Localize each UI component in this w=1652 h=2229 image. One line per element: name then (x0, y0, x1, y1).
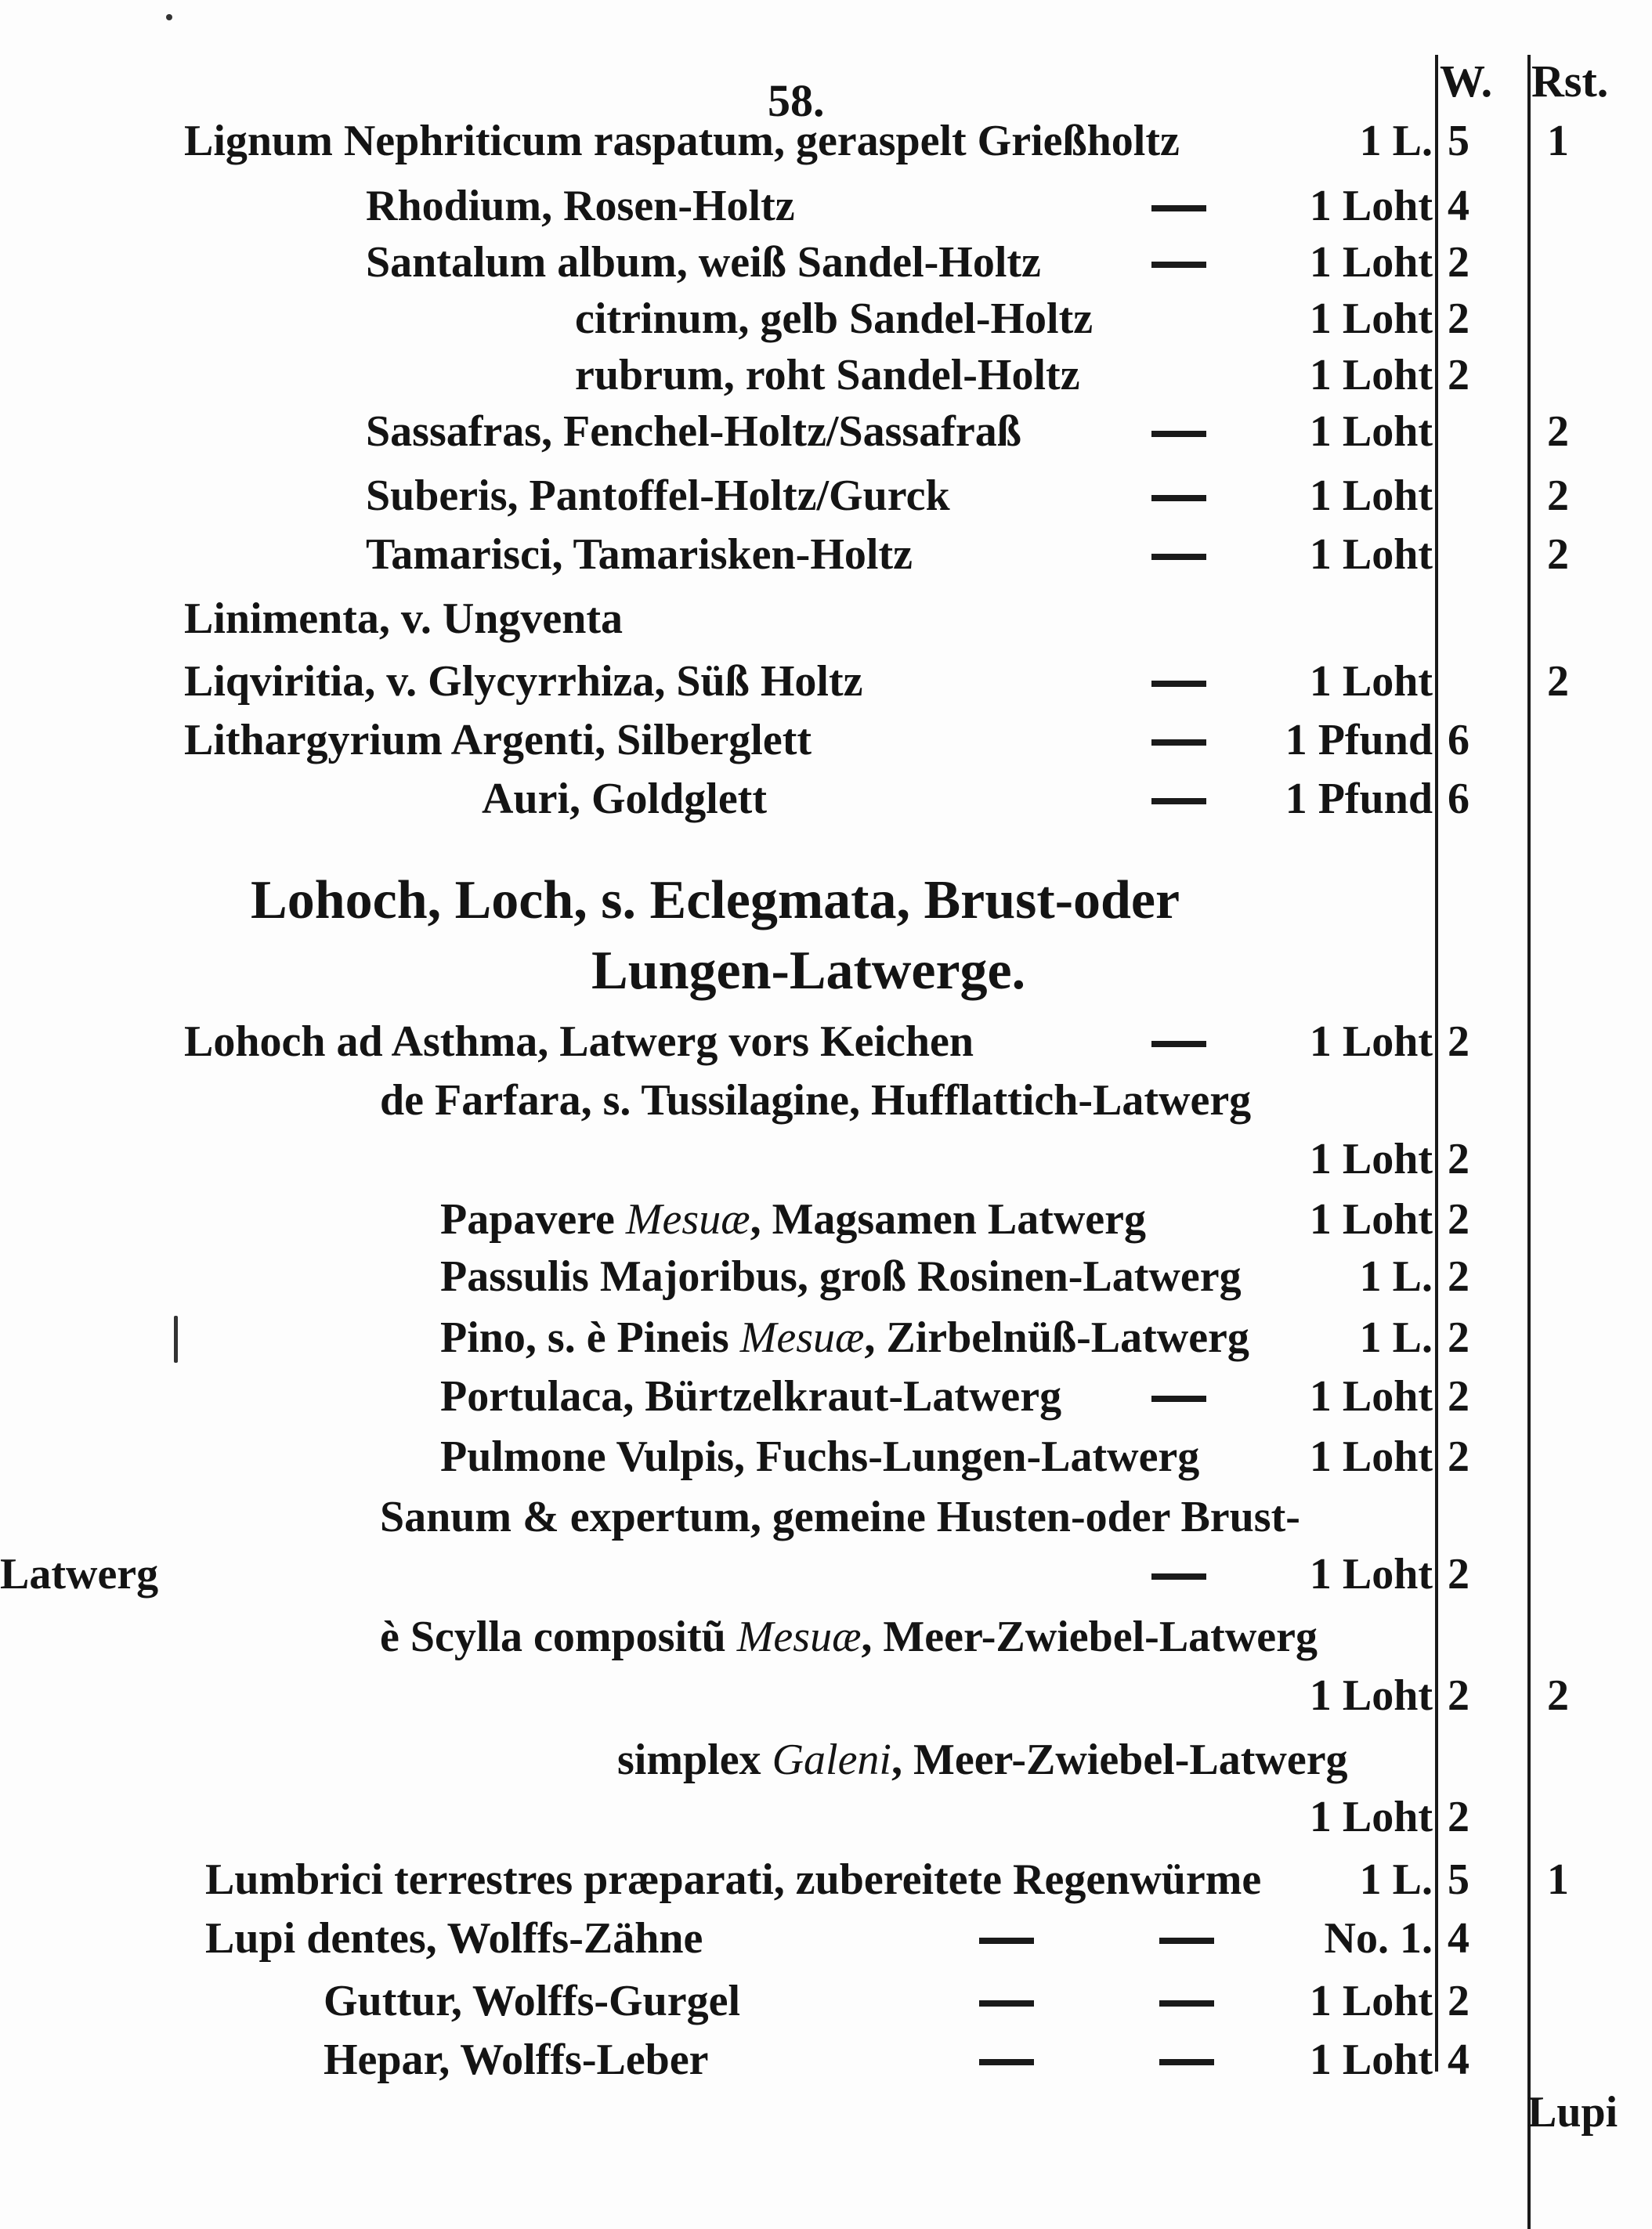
entry-row (0, 591, 1652, 646)
entry-text: Rhodium, Rosen-Holtz (366, 182, 795, 230)
entry-unit: 1 L. (1359, 1252, 1433, 1301)
ink-speck (166, 14, 172, 20)
entry-row (0, 527, 1652, 582)
entry-row (0, 1192, 1652, 1247)
entry-row (0, 1609, 1652, 1664)
entry-text: citrinum, gelb Sandel-Holtz (575, 294, 1094, 343)
entry-price-w: 5 (1448, 1855, 1469, 1904)
entry-unit: 1 Loht (1309, 1017, 1433, 1066)
entry-row (0, 1732, 1652, 1787)
entry-unit: 1 Loht (1309, 471, 1433, 520)
entry-text: Hepar, Wolffs-Leber (324, 2036, 709, 2084)
entry-text: rubrum, roht Sandel-Holtz (575, 351, 1080, 399)
entry-unit: 1 Loht (1309, 1432, 1433, 1481)
dash-separator (1159, 2000, 1214, 2007)
column-header-w: W. (1440, 56, 1493, 107)
entry-price-rst: 2 (1547, 657, 1569, 706)
entry-price-w: 6 (1448, 775, 1469, 823)
entry-text: Portulaca, Bürtzelkraut-Latwerg (440, 1372, 1062, 1421)
entry-row (0, 179, 1652, 233)
entry-price-w: 2 (1448, 1135, 1469, 1183)
entry-unit: 1 Loht (1309, 182, 1433, 230)
entry-unit: 1 Loht (1309, 294, 1433, 343)
entry-unit: No. 1. (1324, 1914, 1433, 1963)
entry-row (0, 2032, 1652, 2087)
section-heading-line1: Lohoch, Loch, s. Eclegmata, Brust-oder (251, 870, 1180, 930)
entry-price-w: 6 (1448, 716, 1469, 764)
entry-text: Liqviritia, v. Glycyrrhiza, Süß Holtz (184, 657, 863, 706)
dash-separator (1151, 431, 1206, 437)
entry-text: Pulmone Vulpis, Fuchs-Lungen-Latwerg (440, 1432, 1200, 1481)
dash-separator (1151, 739, 1206, 746)
entry-row (0, 1429, 1652, 1484)
entry-text: Pino, s. è Pineis Mesuæ, Zirbelnüß-Latwerg (440, 1313, 1249, 1362)
entry-row (0, 713, 1652, 768)
entry-row (0, 654, 1652, 709)
entry-price-w: 2 (1448, 351, 1469, 399)
entry-row (0, 1911, 1652, 1966)
entry-price-w: 2 (1448, 1550, 1469, 1599)
entry-text: Linimenta, v. Ungventa (184, 594, 624, 643)
entry-row (0, 235, 1652, 290)
entry-unit: 1 L. (1359, 1855, 1433, 1904)
entry-row (0, 114, 1652, 168)
dash-separator (1151, 681, 1206, 687)
entry-text: Santalum album, weiß Sandel-Holtz (366, 238, 1041, 287)
entry-unit: 1 Loht (1309, 407, 1433, 456)
dash-separator (1159, 1938, 1214, 1944)
entry-row (0, 1073, 1652, 1128)
dash-separator (979, 2000, 1034, 2007)
dash-separator (1151, 495, 1206, 501)
entry-unit: 1 Loht (1309, 351, 1433, 399)
entry-price-rst: 1 (1547, 117, 1569, 165)
entry-unit: 1 Loht (1309, 1977, 1433, 2025)
dash-separator (979, 2059, 1034, 2065)
entry-row (0, 404, 1652, 459)
entry-row (0, 1790, 1652, 1844)
entry-text: Lithargyrium Argenti, Silberglett (184, 716, 812, 764)
dash-separator (1151, 1041, 1206, 1047)
entry-text: simplex Galeni, Meer-Zwiebel-Latwerg (617, 1736, 1348, 1784)
entry-price-w: 2 (1448, 1313, 1469, 1362)
entry-row (0, 1310, 1652, 1365)
entry-row (0, 1547, 1652, 1602)
entry-price-w: 2 (1448, 1017, 1469, 1066)
entry-unit: 1 Pfund (1285, 716, 1433, 764)
entry-text: è Scylla compositũ Mesuæ, Meer-Zwiebel-Latwerg (380, 1613, 1318, 1661)
entry-unit: 1 Loht (1309, 2036, 1433, 2084)
entry-unit: 1 L. (1359, 117, 1433, 165)
entry-unit: 1 Loht (1309, 1793, 1433, 1841)
entry-text: Lignum Nephriticum raspatum, geraspelt Grießholtz (184, 117, 1180, 165)
entry-text: Tamarisci, Tamarisken-Holtz (366, 530, 913, 579)
entry-unit: 1 Loht (1309, 1671, 1433, 1720)
dash-separator (1151, 554, 1206, 560)
entry-text: Passulis Majoribus, groß Rosinen-Latwerg (440, 1252, 1242, 1301)
entry-price-w: 2 (1448, 1793, 1469, 1841)
entry-row (0, 1249, 1652, 1304)
entry-row (0, 291, 1652, 346)
entry-text: de Farfara, s. Tussilagine, Hufflattich-Latwerg (380, 1076, 1252, 1125)
entry-price-w: 2 (1448, 238, 1469, 287)
entry-price-w: 5 (1448, 117, 1469, 165)
entry-row (0, 348, 1652, 403)
dash-separator (1151, 798, 1206, 804)
entry-price-w: 4 (1448, 2036, 1469, 2084)
entry-text: Guttur, Wolffs-Gurgel (324, 1977, 741, 2025)
catchword: Lupi (1527, 2088, 1618, 2137)
entry-text: Lumbrici terrestres præparati, zubereitete Regenwürme (205, 1855, 1262, 1904)
entry-price-w: 4 (1448, 1914, 1469, 1963)
entry-row (0, 1490, 1652, 1544)
entry-text: Sanum & expertum, gemeine Husten-oder Brust- (380, 1493, 1300, 1541)
dash-separator (1159, 2059, 1214, 2065)
page-number: 58. (768, 75, 825, 126)
entry-price-rst: 2 (1547, 407, 1569, 456)
ink-mark (174, 1316, 178, 1363)
entry-unit: 1 Pfund (1285, 775, 1433, 823)
entry-price-rst: 2 (1547, 1671, 1569, 1720)
entry-row (0, 1852, 1652, 1907)
entry-unit: 1 Loht (1309, 1372, 1433, 1421)
entry-text: Latwerg (0, 1550, 159, 1599)
entry-row (0, 771, 1652, 826)
entry-text: Lohoch ad Asthma, Latwerg vors Keichen (184, 1017, 974, 1066)
entry-row (0, 1014, 1652, 1069)
entry-price-w: 2 (1448, 1671, 1469, 1720)
entry-row (0, 1668, 1652, 1723)
entry-unit: 1 Loht (1309, 1195, 1433, 1244)
entry-price-w: 4 (1448, 182, 1469, 230)
entry-unit: 1 Loht (1309, 1550, 1433, 1599)
entry-text: Lupi dentes, Wolffs-Zähne (205, 1914, 703, 1963)
entry-unit: 1 Loht (1309, 1135, 1433, 1183)
entry-unit: 1 Loht (1309, 530, 1433, 579)
entry-row (0, 468, 1652, 523)
entry-price-w: 2 (1448, 1977, 1469, 2025)
entry-text: Sassafras, Fenchel-Holtz/Sassafraß (366, 407, 1021, 456)
entry-price-w: 2 (1448, 1195, 1469, 1244)
dash-separator (1151, 262, 1206, 268)
entry-unit: 1 L. (1359, 1313, 1433, 1362)
entry-unit: 1 Loht (1309, 238, 1433, 287)
column-header-rst: Rst. (1531, 56, 1609, 107)
entry-price-rst: 1 (1547, 1855, 1569, 1904)
entry-price-rst: 2 (1547, 530, 1569, 579)
entry-price-w: 2 (1448, 1372, 1469, 1421)
entry-text: Auri, Goldglett (482, 775, 767, 823)
dash-separator (1151, 1573, 1206, 1580)
entry-price-w: 2 (1448, 1252, 1469, 1301)
entry-row (0, 1132, 1652, 1187)
section-heading-line2: Lungen-Latwerge. (591, 941, 1026, 1001)
dash-separator (1151, 1396, 1206, 1402)
entry-text: Papavere Mesuæ, Magsamen Latwerg (440, 1195, 1147, 1244)
dash-separator (1151, 205, 1206, 211)
entry-price-w: 2 (1448, 294, 1469, 343)
dash-separator (979, 1938, 1034, 1944)
entry-price-w: 2 (1448, 1432, 1469, 1481)
entry-row (0, 1974, 1652, 2028)
entry-price-rst: 2 (1547, 471, 1569, 520)
entry-text: Suberis, Pantoffel-Holtz/Gurck (366, 471, 950, 520)
entry-unit: 1 Loht (1309, 657, 1433, 706)
entry-row (0, 1369, 1652, 1424)
